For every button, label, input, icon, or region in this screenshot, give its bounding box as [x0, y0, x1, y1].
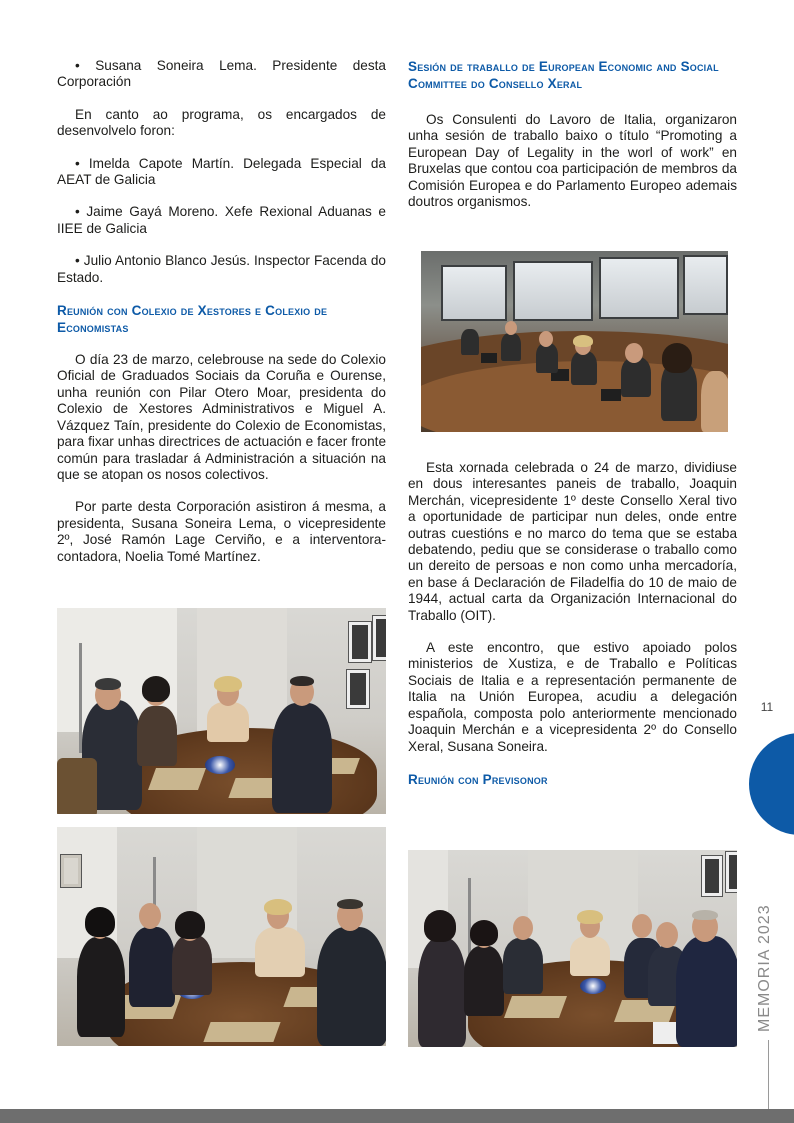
side-divider — [768, 1040, 769, 1110]
paragraph-xornada: Esta xornada celebrada o 24 de marzo, dividiuse en dous interesantes paneis de traballo, Joaquin Merchán, vicepresidente 1º deste Consello Xeral tivo a oportunidade de participar nun deles, onde entre outras cuestións e no marco do tema que se estaba debatendo, pediu que se considerase o traballo como un dereito de persoas e non como unha mercadoría, en base á Declaración de Filadelfia do 10 de maio de 1944, actual carta da Organización Internacional do Traballo (OIT). — [408, 460, 737, 623]
right-column — [408, 58, 737, 226]
photo-european-committee — [421, 251, 728, 432]
photo-previsonor — [408, 850, 737, 1047]
paragraph-asistentes: Por parte desta Corporación asistiron á mesma, a presidenta, Susana Soneira Lema, o vicepresidente 2º, José Ramón Lage Cerviño, e a interventora-contadora, Noelia Tomé Martínez. — [57, 499, 386, 564]
decorative-circle — [749, 733, 794, 835]
paragraph-encontro: A este encontro, que estivo apoiado polos ministerios de Xustiza, e de Traballo e Políticas Sociais de Italia e a representación permanente de Italia na Unión Europea, acudiu a delegación española, composta polo anteriormente mencionado Joaquin Merchán e a vicepresidenta 2º do Consello Xeral, Susana Soneira. — [408, 640, 737, 754]
bullet-capote: • Imelda Capote Martín. Delegada Especial da AEAT de Galicia — [57, 155, 386, 188]
photo-meeting-1 — [57, 608, 386, 814]
paragraph-consulenti: Os Consulenti do Lavoro de Italia, organizaron unha sesión de traballo baixo o título “Promoting a European Day of Legality in the worl of work” en Bruxelas que contou coa participación de membros da Comisión Europea e do Parlamento Europeo ademais doutros organismos. — [408, 112, 737, 210]
bullet-blanco: • Julio Antonio Blanco Jesús. Inspector Facenda do Estado. — [57, 253, 386, 285]
paragraph-programa: En canto ao programa, os encargados de desenvolvelo foron: — [57, 106, 386, 139]
photo-meeting-2 — [57, 827, 386, 1046]
right-column-lower — [408, 460, 737, 788]
section-heading-eesc: Sesión de traballo de European Economic and Social Committee do Consello Xeral — [408, 59, 719, 91]
page-number: 11 — [760, 700, 774, 714]
section-heading-xestores: Reunión con Colexio de Xestores e Colexio de Economistas — [57, 303, 328, 336]
bullet-presidente: • Susana Soneira Lema. Presidente desta Corporación — [57, 58, 386, 90]
side-label-memoria: MEMORIA 2023 — [756, 904, 773, 1032]
paragraph-reunion-xestores: O día 23 de marzo, celebrouse na sede do Colexio Oficial de Graduados Sociais da Coruña e Ourense, unha reunión con Pilar Otero Moar, presidenta do Colexio de Xestores Administrativos e Miguel A. Vázquez Taín, presidente do Colexio de Economistas, para fixar unhas directrices de actuación e facer fronte común para trasladar á Administración a situación na que se atopan os nosos colectivos. — [57, 352, 386, 482]
bullet-gaya: • Jaime Gayá Moreno. Xefe Rexional Aduanas e IIEE de Galicia — [57, 204, 386, 236]
left-column — [57, 58, 386, 565]
footer-bar — [0, 1109, 794, 1123]
section-heading-previsonor: Reunión con Previsonor — [408, 771, 548, 787]
